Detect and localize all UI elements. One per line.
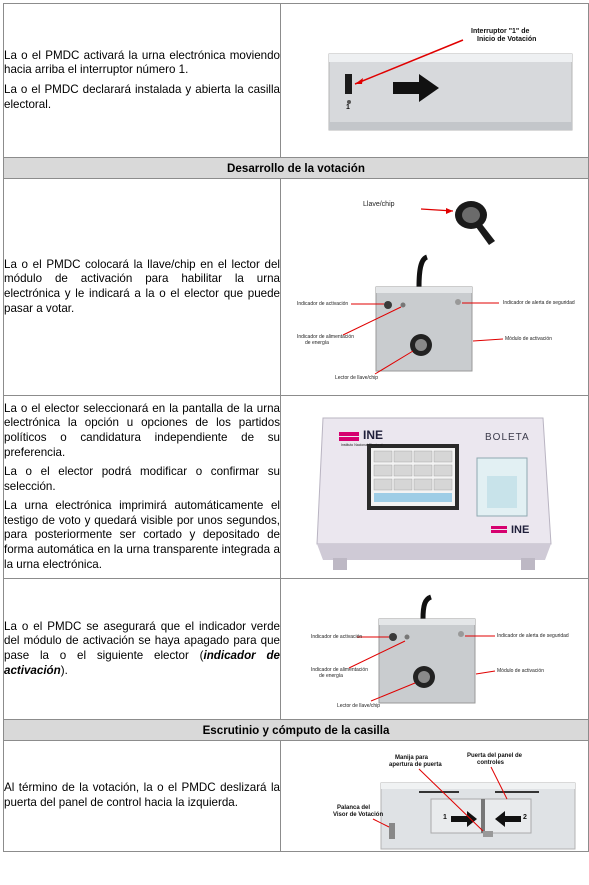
paragraph-text-end: ). bbox=[60, 663, 68, 677]
row-text bbox=[4, 741, 281, 852]
ine-logo-sub: Instituto Nacional Electoral bbox=[341, 443, 383, 447]
lever-label: Palanca del bbox=[337, 805, 371, 811]
activation-module-figure bbox=[281, 179, 589, 396]
security-alert-light bbox=[455, 299, 461, 305]
panel-number-2: 2 bbox=[523, 814, 527, 821]
section-title: Escrutinio y cómputo de la casilla bbox=[4, 720, 589, 741]
row-text bbox=[4, 579, 281, 720]
handle-label-2: apertura de puerta bbox=[389, 762, 442, 768]
activation-indicator-label: Indicador de activación bbox=[311, 634, 363, 640]
paragraph bbox=[4, 620, 280, 678]
row-text bbox=[4, 179, 281, 396]
row-text bbox=[4, 396, 281, 579]
table-row bbox=[4, 741, 589, 852]
table-row bbox=[4, 4, 589, 158]
section-header-row bbox=[4, 158, 589, 179]
paragraph: La o el elector seleccionará en la pantalla de la urna electrónica la opción u opciones de los partidos políticos o candidatura independiente de su preferencia. bbox=[4, 401, 280, 459]
row-text bbox=[4, 4, 281, 158]
switch-lever bbox=[345, 74, 352, 94]
switch-number: 1 bbox=[346, 104, 350, 111]
callout-switch-2: Inicio de Votación bbox=[477, 36, 537, 43]
control-panel-figure bbox=[281, 741, 589, 852]
switch-figure bbox=[281, 4, 589, 158]
paragraph: La o el PMDC colocará la llave/chip en el lector del módulo de activación para habilitar la urna electrónica y le indicará a la o el elector que puede pasar a votar. bbox=[4, 257, 280, 315]
activation-indicator-light bbox=[384, 301, 392, 309]
ine-logo-bottom: INE bbox=[511, 524, 530, 536]
activation-module-illustration-2 bbox=[281, 579, 588, 719]
procedure-table bbox=[3, 3, 589, 852]
table-row bbox=[4, 396, 589, 579]
boleta-label: BOLETA bbox=[485, 432, 530, 443]
voting-machine-figure bbox=[281, 396, 589, 579]
module-label: Módulo de activación bbox=[505, 336, 552, 342]
key-label: Llave/chip bbox=[363, 201, 395, 208]
paragraph: La o el PMDC declarará instalada y abierta la casilla electoral. bbox=[4, 83, 280, 111]
activation-module-figure-2 bbox=[281, 579, 589, 720]
door-handle bbox=[483, 831, 493, 837]
reader-label: Lector de llave/chip bbox=[335, 375, 379, 381]
handle-label: Manija para bbox=[395, 755, 429, 761]
power-indicator-label: Indicador de alimentación bbox=[311, 667, 368, 673]
callout-switch-1: Interruptor "1" de bbox=[471, 28, 530, 35]
paragraph-text: La o el PMDC se asegurará que el indicador verde del módulo de activación se haya apagado para que pase la o el siguiente elector ( bbox=[4, 619, 280, 662]
activation-indicator-label: Indicador de activación bbox=[297, 301, 349, 307]
module-label: Módulo de activación bbox=[497, 668, 544, 674]
security-alert-label: Indicador de alerta de seguridad bbox=[497, 633, 569, 639]
paragraph: La o el PMDC activará la urna electrónica moviendo hacia arriba el interruptor número 1. bbox=[4, 48, 280, 77]
table-row bbox=[4, 579, 589, 720]
section-header-row bbox=[4, 720, 589, 741]
paragraph: Al término de la votación, la o el PMDC deslizará la puerta del panel de control hacia la izquierda. bbox=[4, 781, 280, 809]
section-title: Desarrollo de la votación bbox=[4, 158, 589, 179]
security-alert-label: Indicador de alerta de seguridad bbox=[503, 300, 575, 306]
panel-number-1: 1 bbox=[443, 814, 447, 821]
door-label: Puerta del panel de bbox=[467, 753, 523, 759]
lever-label-2: Visor de Votación bbox=[333, 812, 384, 818]
activation-module-illustration bbox=[281, 179, 588, 395]
emphasis-text: indicador de activación bbox=[4, 649, 281, 677]
viewer-lever bbox=[389, 823, 395, 839]
switch-illustration bbox=[281, 4, 588, 157]
voting-machine-illustration bbox=[281, 396, 588, 578]
reader-label: Lector de llave/chip bbox=[337, 703, 381, 709]
power-indicator-label-2: de energía bbox=[305, 340, 329, 346]
door-label-2: controles bbox=[477, 760, 505, 766]
paragraph: La o el elector podrá modificar o confirmar su selección. bbox=[4, 465, 280, 493]
power-indicator-label-2: de energía bbox=[319, 673, 343, 679]
power-indicator-label: Indicador de alimentación bbox=[297, 334, 354, 340]
table-row bbox=[4, 179, 589, 396]
ine-logo-top: INE bbox=[363, 428, 384, 442]
control-panel-illustration bbox=[281, 741, 588, 851]
paragraph: La urna electrónica imprimirá automáticamente el testigo de voto y quedará visible por unos segundos, para posteriormente ser cortado y depositado de forma automática en la urna transparente integrada a la urna electrónica. bbox=[4, 499, 280, 571]
